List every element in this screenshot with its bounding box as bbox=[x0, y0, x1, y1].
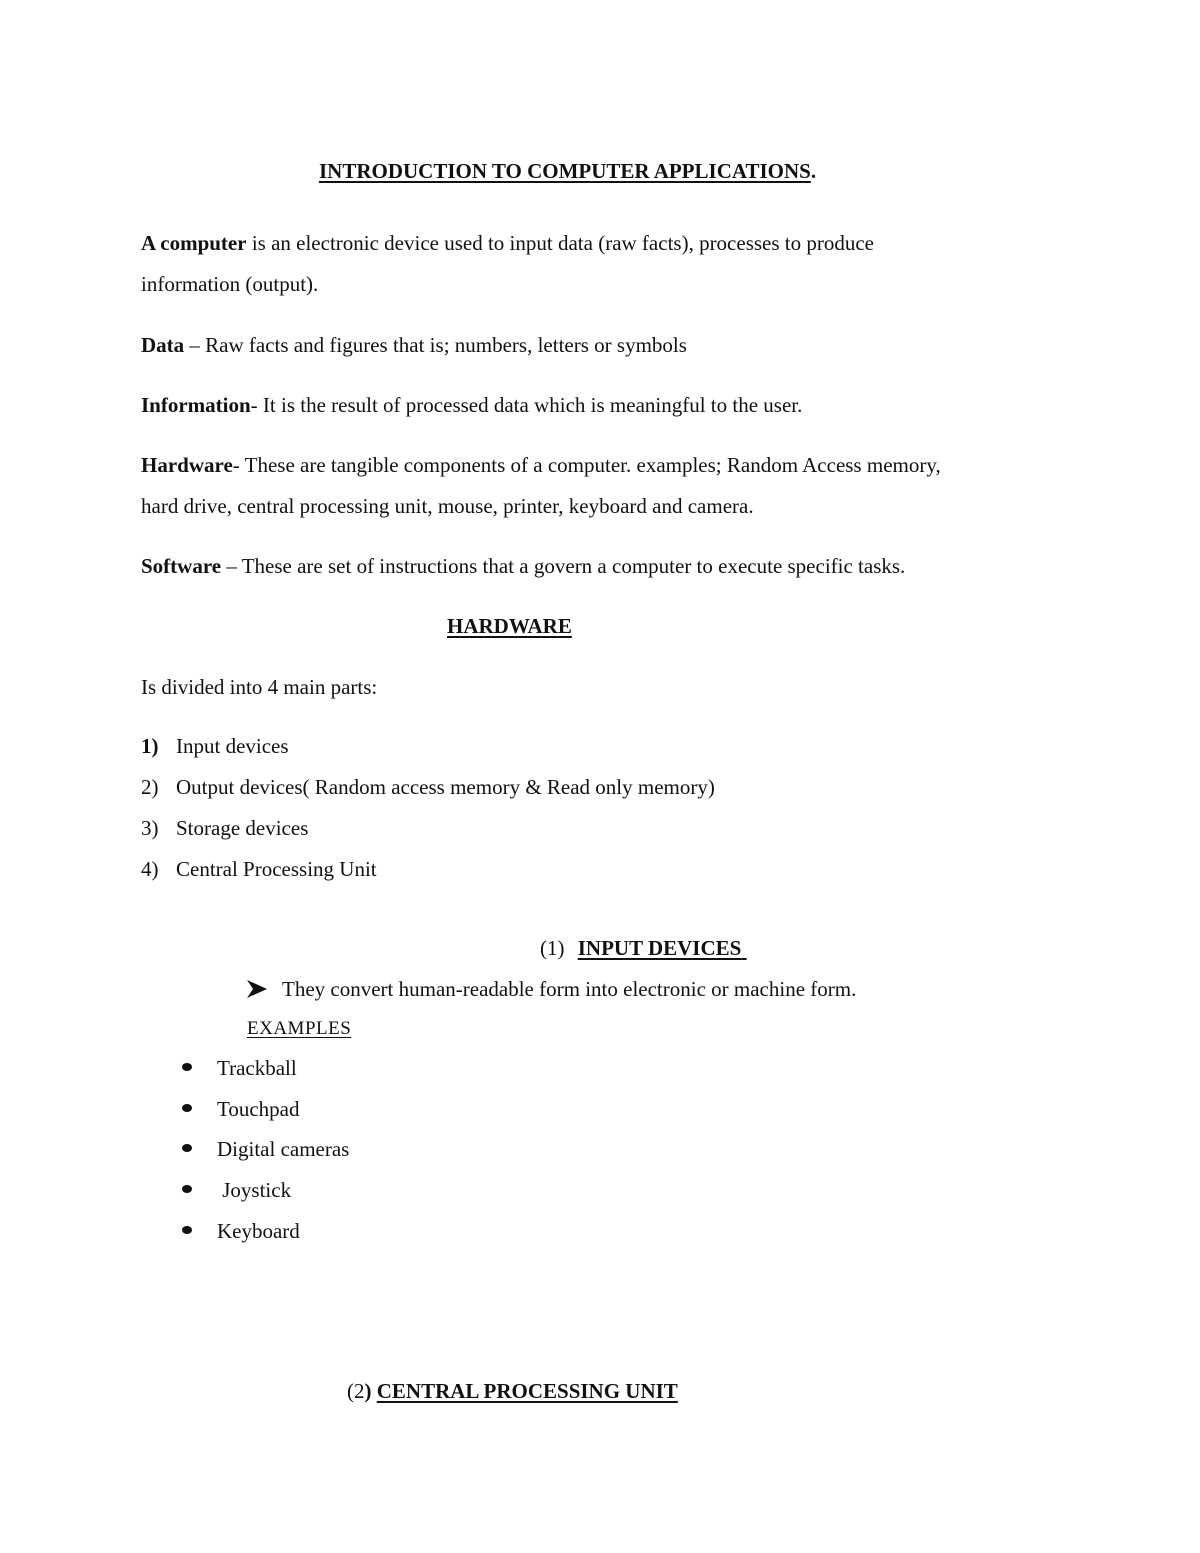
term-data: Data bbox=[141, 333, 185, 357]
hardware-heading: HARDWARE bbox=[447, 614, 572, 638]
input-devices-heading bbox=[540, 938, 759, 959]
part-number: 3) bbox=[141, 816, 159, 840]
part-label: Central Processing Unit bbox=[176, 857, 377, 881]
part-number: 1) bbox=[141, 734, 159, 758]
bullet-icon bbox=[182, 1226, 192, 1234]
definition-hardware-line2: hard drive, central processing unit, mouse, printer, keyboard and camera. bbox=[141, 494, 754, 518]
title-text: INTRODUCTION TO COMPUTER APPLICATIONS bbox=[319, 159, 811, 183]
definition-hardware-line1: - These are tangible components of a computer. examples; Random Access memory, bbox=[232, 453, 941, 477]
part-number: 2) bbox=[141, 775, 159, 799]
bullet-icon bbox=[182, 1185, 192, 1193]
term-software: Software bbox=[141, 554, 222, 578]
examples-underline-trail bbox=[351, 1019, 363, 1038]
term-hardware: Hardware bbox=[141, 453, 233, 477]
example-item: Joystick bbox=[217, 1178, 292, 1202]
part-label: Input devices bbox=[176, 734, 289, 758]
example-item: Keyboard bbox=[217, 1219, 300, 1243]
input-devices-description: They convert human-readable form into electronic or machine form. bbox=[282, 977, 857, 1001]
definition-information-text: - It is the result of processed data which is meaningful to the user. bbox=[250, 393, 803, 417]
bullet-icon bbox=[182, 1104, 192, 1112]
heading-underline-trail bbox=[741, 938, 759, 959]
input-section-title: INPUT DEVICES bbox=[577, 936, 742, 960]
divided-intro: Is divided into 4 main parts: bbox=[141, 675, 378, 699]
cpu-section-number: (2 bbox=[347, 1379, 365, 1403]
document-title bbox=[319, 161, 816, 182]
definition-hardware bbox=[141, 455, 941, 476]
cpu-section-number-close: ) bbox=[364, 1379, 372, 1403]
definition-software bbox=[141, 556, 905, 577]
part-number: 4) bbox=[141, 857, 159, 881]
cpu-section-title: CENTRAL PROCESSING UNIT bbox=[376, 1379, 678, 1403]
definition-computer-line2: information (output). bbox=[141, 272, 319, 296]
examples-label bbox=[247, 1019, 363, 1038]
definition-information bbox=[141, 395, 802, 416]
definition-data-text: – Raw facts and figures that is; numbers, letters or symbols bbox=[184, 333, 687, 357]
title-period: . bbox=[810, 159, 817, 183]
arrow-bullet-icon bbox=[246, 979, 268, 999]
term-information: Information bbox=[141, 393, 251, 417]
term-computer: A computer bbox=[141, 231, 247, 255]
definition-software-text: – These are set of instructions that a govern a computer to execute specific tasks. bbox=[221, 554, 906, 578]
example-item: Trackball bbox=[217, 1056, 297, 1080]
cpu-heading bbox=[347, 1381, 678, 1402]
definition-data bbox=[141, 335, 687, 356]
example-item: Digital cameras bbox=[217, 1137, 350, 1161]
input-section-number: (1) bbox=[540, 936, 565, 960]
definition-computer bbox=[141, 233, 874, 254]
part-label: Storage devices bbox=[176, 816, 309, 840]
examples-label-text: EXAMPLES bbox=[247, 1018, 352, 1039]
bullet-icon bbox=[182, 1063, 192, 1071]
definition-computer-line1: is an electronic device used to input data (raw facts), processes to produce bbox=[246, 231, 875, 255]
part-label: Output devices( Random access memory & Read only memory) bbox=[176, 775, 715, 799]
example-item: Touchpad bbox=[217, 1097, 300, 1121]
bullet-icon bbox=[182, 1144, 192, 1152]
